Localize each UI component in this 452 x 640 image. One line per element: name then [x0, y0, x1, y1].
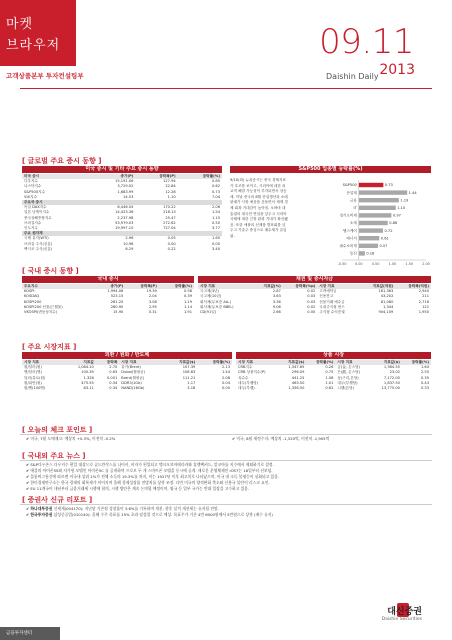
market-commentary: 9/10(화) 뉴욕증시는 중국 경제지표가 호조를 보이고, 시리아에 대한 외교적 해결 가능성이 부각되면서 상승세. 이날 중국의 8월 산업생산과 소매판매가 시장 예상을 웃돌면서 세계 경제 회복 기대감이 높아짐. 오바마 대통령의 대국민 연설을 앞두고 시리아 사태에 대한 긴장 완화 기대가 확산됐음. 또한 애플의 신제품 발표회를 앞두고 기술주 중심으로 매수세가 유입됨. — [230, 178, 288, 238]
table-cell: NAND(16Gb) — [121, 386, 145, 391]
data-label: 1.10 — [397, 206, 406, 210]
department-label: 고객상품본부 투자컨설팅부 — [6, 72, 84, 80]
table-cell: 3.18 — [187, 386, 196, 391]
table-cell: 2.06 — [211, 205, 220, 210]
news-list — [26, 462, 431, 492]
table-cell: 10.96 — [123, 241, 134, 246]
table-cell: 8,446.54 — [117, 205, 134, 210]
table-cell: 3.36 — [272, 299, 281, 304]
column-header: 주요지수 — [22, 284, 92, 289]
x-tick-label: -0.50 — [337, 262, 347, 266]
category-label: 통신 — [349, 251, 357, 256]
table-cell: 1,084.10 — [77, 365, 94, 370]
section-title-market: [ 주요 시장지표 ] — [22, 343, 77, 351]
table-cell: 0.31 — [148, 310, 157, 315]
column-header: 등락률(%) — [306, 360, 335, 365]
table-cell: 83.11 — [83, 386, 94, 391]
column-header: 지표값(억원) — [360, 284, 396, 289]
table-cell: 463.50 — [291, 380, 305, 385]
category-label: 에너지 — [346, 236, 357, 241]
table-cell: 2.66 — [272, 310, 281, 315]
table-cell: 1.15 — [211, 215, 220, 220]
table-cell: 108.63 — [182, 370, 196, 375]
x-tick-label: 2.00 — [422, 262, 430, 266]
table-cell: 727.04 — [163, 226, 176, 231]
table-row — [198, 310, 431, 315]
table-cell: 2.08 — [221, 375, 230, 380]
table-cell: 원/달러(원) — [24, 365, 42, 370]
report-broker: 하나대투증권 — [30, 506, 53, 511]
category-label: 금융 — [349, 198, 357, 203]
table-cell: 523.15 — [110, 294, 124, 299]
news-item: ✔ EU 11개국이 내년부터 금융거래세 시행에 합의, 시행 방안은 계속 논의될 예정이며, 영국 등 일부 국가는 반대 입장을 고수하고 있음. — [26, 486, 250, 491]
checkpoint-1-text: 미국, 7월 도매재고: 예상치 +0.3%, 이전치 -0.2% — [30, 436, 116, 441]
table-cell: 국내주식형 펀드 — [319, 304, 345, 309]
table-cell: 181,363 — [378, 289, 394, 294]
bar — [359, 206, 396, 210]
title-line-1: 마켓 — [6, 17, 34, 32]
table-cell: 2.96 — [125, 236, 134, 241]
table-cell: 7,172.00 — [383, 375, 400, 380]
table-cell: 14,423.36 — [115, 210, 134, 215]
table-cell: 7.04 — [211, 194, 220, 199]
table-cell: 296.09 — [291, 370, 305, 375]
data-label: 0.86 — [389, 221, 398, 226]
data-label: 0.18 — [366, 251, 375, 256]
title-banner — [0, 0, 76, 66]
data-label: 0.73 — [384, 183, 393, 188]
checkpoint-2: ✔ 미국, 8월 재정수지: 예상치 -1,320억, 이전치 -1,905억 — [232, 436, 330, 441]
header-divider — [20, 88, 432, 89]
table-cell: 고객예탁금 — [319, 289, 337, 294]
news-text: EU 11개국이 내년부터 금융거래세 시행에 합의, 시행 방안은 계속 논의될 예정이며, 영국 등 일부 국가는 반대 입장을 고수하고 있음. — [30, 486, 250, 491]
table-cell: 은(銀, 온스당) — [337, 370, 360, 375]
global-table-band: 미국 증시 및 기타 주요 증시 동향 — [22, 166, 222, 173]
table-cell: 14.53 — [123, 194, 134, 199]
section-title-news: [ 국내외 주요 뉴스 ] — [22, 452, 86, 460]
column-header: 시장 지표 — [198, 284, 252, 289]
chart-band: S&P500 업종별 등락률(%) — [230, 166, 431, 173]
column-header: 등락률(%) — [178, 174, 222, 179]
daily-label: Daishin Daily — [326, 72, 379, 81]
table-cell: KOSDAQ — [24, 294, 40, 299]
table-cell: 0.62 — [211, 184, 220, 189]
x-tick-label: 0.00 — [355, 262, 363, 266]
group-label: 주요 원자재 — [22, 231, 89, 236]
table-cell: 0.34 — [109, 380, 118, 385]
table-cell: 43,202 — [380, 294, 394, 299]
section-title-points: [ 오늘의 체크 포인트 ] — [22, 426, 93, 434]
table-cell: 금(金, 온스당) — [337, 365, 360, 370]
table-row — [236, 386, 431, 391]
section-title-global: [ 글로벌 주요 증시 동향 ] — [22, 157, 102, 165]
table-cell: 1.64 — [420, 365, 429, 370]
table-cell: 다우지수 — [24, 179, 38, 184]
column-header: 등락폭(P) — [125, 284, 159, 289]
table-cell: 대두(부셸당) — [337, 380, 358, 385]
table-cell: 19.39 — [146, 289, 157, 294]
table-cell: 옥수수 — [238, 375, 249, 380]
table-cell: 0.39 — [183, 294, 192, 299]
table-cell: 0.04 — [221, 380, 230, 385]
column-header: 지표값($) — [279, 360, 307, 365]
company-name: 대신증권 — [387, 607, 422, 617]
table-cell: 1,364.55 — [383, 365, 400, 370]
commodity-table — [236, 360, 431, 391]
table-cell: 1.44 — [221, 370, 230, 375]
table-cell: 107.39 — [182, 365, 196, 370]
table-cell: 동(구리,톤당) — [337, 375, 359, 380]
table-cell: 0.05 — [167, 236, 176, 241]
table-cell: 1.14 — [183, 304, 192, 309]
news-text: 블룸버그통신에 따르면 미국내 상위 1%가 전체 소득의 19.3%를 차지, 이는 1927년 이후 최고치로 나타났으며, 미국 내 소득 불평등이 심화되고 있음. — [30, 474, 280, 479]
category-label: 소재 — [349, 221, 357, 226]
table-row — [22, 247, 222, 252]
column-header: 등락폭 — [96, 360, 119, 365]
table-cell: 2.95 — [148, 304, 157, 309]
table-cell: 회사채(무보증 BBB-) — [200, 304, 234, 309]
table-cell: S&P500지수 — [24, 189, 46, 194]
category-label: 산업재 — [346, 190, 357, 195]
news-item: ✔ S&P다우존스 다우지수 편입 대상으로 골드만삭스를 나이키, 비자가 편입되고 뱅크오브아메리카와 휴렛팩커드, 알코아를 지수에서 제외하기로 결정. — [26, 462, 274, 467]
report-text: 신세계(004170): 지난달 기존점 성장률이 3.6%를 기록하며 개선. 향후 실적 개선세는 유지될 전망. — [53, 506, 219, 511]
fx-band: 외환 / 원화 / 반도체 — [22, 352, 232, 359]
column-header: 등락폭(P) — [135, 174, 177, 179]
table-cell: 211 — [422, 294, 429, 299]
bond-band: 채권 및 증시자금 — [198, 276, 431, 283]
table-cell: 22.84 — [165, 184, 176, 189]
table-cell: 2,716 — [418, 299, 429, 304]
column-header: 미국 증시 — [22, 174, 89, 179]
category-label: 경기소비재 — [339, 213, 357, 218]
table-cell: Dubai(월평균) — [121, 370, 146, 375]
table-cell: 1.326 — [83, 375, 94, 380]
table-cell: 1,344 — [383, 304, 394, 309]
column-header: 시장 지표 — [335, 360, 371, 365]
table-cell: 0.63 — [109, 370, 118, 375]
table-cell: 0.35 — [420, 375, 429, 380]
table-cell: DDR3(1Gb) — [121, 380, 142, 385]
column-header: 종가(P) — [92, 284, 125, 289]
table-cell: 독일 DAX지수 — [24, 205, 47, 210]
data-label: 0.97 — [392, 213, 401, 218]
bar — [359, 221, 388, 225]
table-row — [22, 310, 194, 315]
x-tick-label: 0.50 — [371, 262, 380, 266]
table-cell: 1.54 — [211, 210, 220, 215]
column-header: 지표값($) — [372, 360, 402, 365]
table-cell: 0.43 — [420, 380, 429, 385]
table-cell: 0.62 — [325, 386, 334, 391]
data-label: 1.44 — [408, 190, 417, 195]
data-label: 1.19 — [400, 198, 409, 203]
table-cell: 2.70 — [109, 365, 118, 370]
table-cell: 0.00 — [307, 310, 316, 315]
issue-year: 2013 — [379, 62, 415, 78]
news-item: ✔ 애플의 아이폰5S와 저가형 모델인 아이폰5C 를 공개하며 프로모 두 개 스마트폰 모델을 동시에 공개. 새로운 운영체제인 iOS7는 18일부터 선보임. — [26, 468, 273, 473]
table-cell: 1.60 — [211, 236, 220, 241]
table-cell: 1.19 — [183, 299, 192, 304]
column-header: 시장 지표 — [119, 360, 164, 365]
table-cell: 100.39 — [81, 370, 94, 375]
table-cell: 1.10 — [167, 194, 176, 199]
domestic-index-table — [22, 284, 194, 315]
table-cell: 1.17 — [187, 380, 196, 385]
table-cell: 25.47 — [165, 215, 176, 220]
reports-divider — [20, 504, 432, 505]
table-cell: 국고채(3년) — [200, 289, 219, 294]
table-cell: 0.75 — [325, 370, 334, 375]
table-cell: 원/위안(원) — [24, 380, 42, 385]
column-header: 시장 지표 — [317, 284, 360, 289]
table-cell: 1.08 — [325, 375, 334, 380]
table-cell: 23.02 — [389, 370, 400, 375]
table-cell: 2,237.98 — [117, 215, 134, 220]
column-header: 종가(P) — [89, 174, 135, 179]
table-cell: 2.87 — [272, 289, 281, 294]
checkpoint-2-text: 미국, 8월 재정수지: 예상치 -1,320억, 이전치 -1,905억 — [236, 436, 330, 441]
data-label: 0.61 — [380, 236, 389, 241]
column-header: 등락률(%) — [159, 284, 194, 289]
table-cell: 0.03 — [307, 294, 316, 299]
table-cell: 0.00 — [211, 241, 220, 246]
table-cell: 218.13 — [163, 210, 176, 215]
bar — [359, 190, 407, 194]
table-cell: 유가(Brent) — [121, 365, 141, 370]
table-cell: 중국상해종합지수 — [24, 215, 52, 220]
report-broker: 한국투자증권 — [30, 512, 53, 517]
table-cell: 81,080 — [380, 299, 394, 304]
table-cell: 111.21 — [182, 375, 196, 380]
table-cell: KOSPI200 — [24, 299, 42, 304]
table-cell: 주식형 수익증권 — [319, 310, 345, 315]
bar — [359, 236, 379, 240]
table-cell: 0.98 — [183, 289, 192, 294]
table-cell: 9.06 — [272, 304, 281, 309]
table-cell: 272.62 — [163, 220, 176, 225]
table-cell: CD(91일) — [200, 310, 217, 315]
table-cell: 0.03 — [307, 299, 316, 304]
table-cell: 15,191.06 — [115, 179, 134, 184]
bond-fund-table — [198, 284, 431, 315]
table-cell: CRB지수 — [238, 365, 253, 370]
table-cell: VKOSPI(변동성지수) — [24, 310, 58, 315]
table-cell: 나스닥지수 — [24, 184, 42, 189]
table-cell: 1,994.06 — [107, 289, 124, 294]
table-cell: 0.22 — [167, 246, 176, 251]
table-cell: 13,775.00 — [381, 386, 400, 391]
news-item: ✔ 블룸버그통신에 따르면 미국내 상위 1%가 전체 소득의 19.3%를 차지, 이는 1927년 이후 최고치로 나타났으며, 미국 내 소득 불평등이 심화되고 있음. — [26, 474, 280, 479]
table-cell: KOSPI200 선물(근월물) — [24, 304, 63, 309]
table-cell: 0.26 — [325, 365, 334, 370]
group-label: 주요국 증시 — [22, 200, 89, 205]
table-cell: 국고채(10년) — [200, 294, 222, 299]
issue-date: 09.11 — [319, 22, 414, 62]
fx-table — [22, 360, 232, 391]
table-cell: 0.85 — [211, 179, 220, 184]
table-cell: 2,940 — [418, 289, 429, 294]
bar — [359, 244, 378, 248]
company-name-en: Daishin Securities — [381, 617, 422, 622]
table-cell: 1,356.50 — [288, 386, 305, 391]
table-cell: 127.94 — [163, 179, 176, 184]
table-cell: 3.77 — [211, 226, 220, 231]
table-cell: 1,683.99 — [117, 189, 134, 194]
table-cell: 53,979.03 — [115, 220, 134, 225]
table-cell: KOSPI — [24, 289, 35, 294]
table-cell: 6.29 — [125, 246, 134, 251]
table-cell: 0.50 — [211, 220, 220, 225]
table-cell: 대두(부셸) — [238, 386, 255, 391]
table-cell: 1,950 — [418, 310, 429, 315]
points-divider — [20, 434, 432, 435]
table-cell: 441.25 — [291, 375, 305, 380]
report-item: ✔ 하나대투증권 신세계(004170): 지난달 기존점 성장률이 3.6%를 기록하며 개선. 향후 실적 개선세는 유지될 전망. — [26, 506, 219, 511]
bar — [359, 198, 399, 202]
table-cell: 원/엔(100엔) — [24, 386, 46, 391]
table-cell: 2.13 — [221, 365, 230, 370]
report-list — [26, 506, 431, 518]
table-row — [22, 386, 232, 391]
x-tick-label: 1.00 — [388, 262, 397, 266]
table-cell: 인도지수 — [24, 226, 38, 231]
table-cell: 12.28 — [165, 189, 176, 194]
table-cell: 1,837.50 — [383, 380, 400, 385]
table-cell: 475.55 — [81, 380, 94, 385]
category-label: 필수소비재 — [339, 244, 357, 248]
table-cell: 3.63 — [272, 294, 281, 299]
table-cell: 1.91 — [183, 310, 192, 315]
category-label: IT — [353, 206, 357, 210]
table-cell: 신용잔고 — [319, 294, 334, 299]
table-cell: 브라질지수 — [24, 220, 42, 225]
section-title-domestic: [ 국내 증시 동향 ] — [22, 267, 79, 275]
section-title-reports: [ 증권사 신규 리포트 ] — [22, 496, 93, 504]
bar — [359, 183, 384, 187]
commodity-band: 상품 시장 — [236, 352, 431, 359]
table-cell: 0.33 — [420, 386, 429, 391]
column-header: 지표값($) — [164, 360, 197, 365]
table-cell: 달러/유로(원) — [24, 375, 46, 380]
news-text: 애플의 아이폰5S와 저가형 모델인 아이폰5C 를 공개하며 프로모 두 개 스마트폰 모델을 동시에 공개. 새로운 운영체제인 iOS7는 18일부터 선보임. — [30, 468, 273, 473]
column-header: 지표값 — [63, 360, 96, 365]
table-cell: 261.20 — [110, 299, 124, 304]
table-cell: 니켈(톤당) — [337, 386, 355, 391]
column-header: 등락률(%) — [197, 360, 232, 365]
table-cell: 0.00 — [167, 241, 176, 246]
table-cell: 170.22 — [163, 205, 176, 210]
x-tick-label: 1.50 — [405, 262, 413, 266]
table-cell: 0.02 — [307, 304, 316, 309]
news-divider — [20, 460, 432, 461]
title-line-2: 브라우저 — [6, 38, 61, 53]
table-cell: 19,997.10 — [115, 226, 134, 231]
footer-tag: 금융투자센터 — [0, 627, 60, 640]
table-cell: 904,109 — [378, 310, 394, 315]
category-label: S&P500 — [342, 183, 357, 188]
domestic-band: 국내 증시 — [22, 276, 194, 283]
column-header: 지표값(%) — [252, 284, 283, 289]
table-cell: 0.34 — [109, 386, 118, 391]
table-cell: 0.00 — [221, 386, 230, 391]
table-cell: 브라질 주식(신흥) — [24, 241, 53, 246]
table-cell: 0.02 — [307, 289, 316, 294]
table-cell: CRB 상품지수(P) — [238, 370, 266, 375]
table-cell: 260.90 — [110, 304, 124, 309]
table-cell: VIX지수 — [24, 194, 37, 199]
data-label: 0.72 — [384, 228, 393, 233]
table-cell: 0.73 — [211, 189, 220, 194]
column-header: 시장 지표 — [22, 360, 63, 365]
table-cell: 대두(부셸당) — [238, 380, 259, 385]
table-cell: 1.01 — [325, 380, 334, 385]
table-cell: 121 — [422, 304, 429, 309]
table-cell: Brent(월평균) — [121, 375, 145, 380]
table-cell: 3,729.02 — [117, 184, 134, 189]
table-cell: 엔/달러(엔) — [24, 370, 42, 375]
table-cell: 3.08 — [148, 299, 157, 304]
bar — [359, 228, 383, 232]
bar — [359, 213, 392, 217]
table-cell: 회사채(무보증 AA-) — [200, 299, 232, 304]
checkpoint-1: ✔ 미국, 7월 도매재고: 예상치 +0.3%, 이전치 -0.2% — [26, 436, 116, 441]
table-cell: 2.55 — [420, 370, 429, 375]
report-text: 삼성중공업(010140): 올해 수주 목표를 15% 초과 달성할 것으로 예상. 목표주가 기존 4만 6000원에서 5만원으로 상향 (매수 유지) — [53, 512, 273, 517]
table-cell: 0.001 — [107, 375, 118, 380]
news-item: ✔ 한미경제연구소는 한국 경제의 회복세가 이어지며 올해 경제성장률 전망치를 상향 조정. 다만 미국의 양적완화 축소와 신흥국 불안이 리스크 요인. — [26, 480, 270, 485]
table-cell: 15.90 — [113, 310, 124, 315]
table-cell: 3.40 — [211, 246, 220, 251]
global-index-table — [22, 174, 222, 252]
news-text: 한미경제연구소는 한국 경제의 회복세가 이어지며 올해 경제성장률 전망치를 상향 조정. 다만 미국의 양적완화 축소와 신흥국 불안이 리스크 요인. — [30, 480, 270, 485]
column-header: 등락폭(%p) — [283, 284, 317, 289]
news-text: S&P다우존스 다우지수 편입 대상으로 골드만삭스를 나이키, 비자가 편입되고 뱅크오브아메리카와 휴렛팩커드, 알코아를 지수에서 제외하기로 결정. — [30, 462, 274, 467]
table-cell: 2.04 — [148, 294, 157, 299]
table-cell: 국제 유가(WTI) — [24, 236, 49, 241]
table-cell: 1,347.65 — [288, 365, 305, 370]
report-item: ✔ 한국투자증권 삼성중공업(010140): 올해 수주 목표를 15% 초과 달성할 것으로 예상. 목표주가 기존 4만 6000원에서 5만원으로 상향 (매수 유지) — [26, 512, 273, 517]
bar — [359, 251, 365, 255]
column-header: 시장 지표 — [236, 360, 279, 365]
table-cell: 선물거래 예수금 — [319, 299, 345, 304]
category-label: 헬스케어 — [342, 228, 357, 233]
column-header: 등락률(%) — [402, 360, 431, 365]
data-label: 0.57 — [379, 244, 388, 248]
table-cell: 백시코 주식(신흥) — [24, 246, 53, 251]
table-cell: 일본 닛케이지수 — [24, 210, 50, 215]
column-header: 등락폭(억원) — [395, 284, 431, 289]
